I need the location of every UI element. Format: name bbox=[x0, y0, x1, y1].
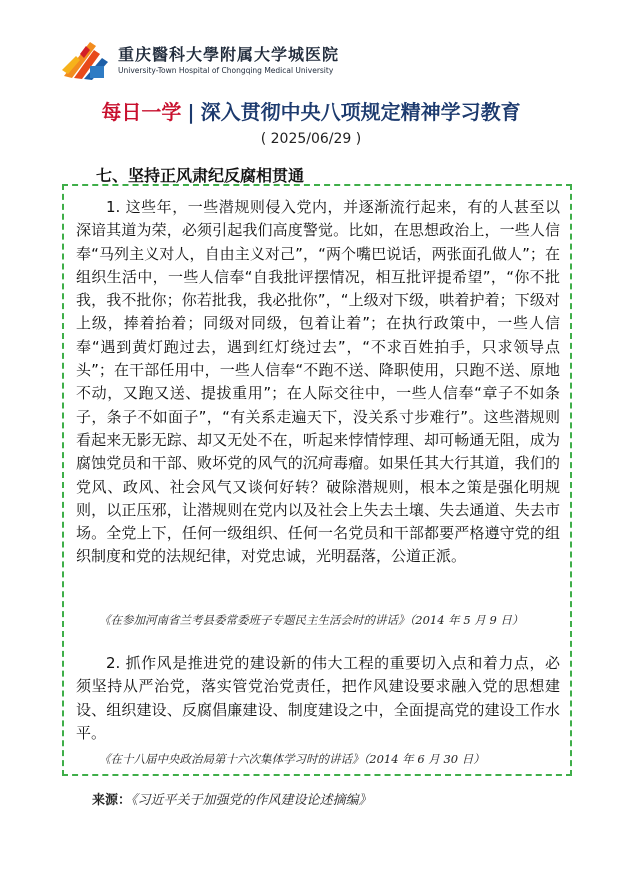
section-title: 七、坚持正风肃纪反腐相贯通 bbox=[96, 166, 305, 185]
header bbox=[0, 0, 622, 95]
title-separator: | bbox=[187, 100, 195, 124]
content-box bbox=[62, 184, 572, 776]
hospital-name-en: University-Town Hospital of Chongqing Medical University bbox=[118, 66, 334, 75]
hospital-logo bbox=[60, 36, 110, 82]
passage-2-citation: 《在十八届中央政治局第十六次集体学习时的讲话》（2014 年 6 月 30 日） bbox=[99, 752, 485, 766]
source-label: 来源： bbox=[92, 793, 132, 808]
passage-1-citation: 《在参加河南省兰考县委常委班子专题民主生活会时的讲话》（2014 年 5 月 9 日） bbox=[99, 613, 524, 627]
passage-1-text: 1. 这些年，一些潜规则侵入党内，并逐渐流行起来，有的人甚至以深谙其道为荣，必须引起我们高度警觉。比如，在思想政治上，一些人信奉“马列主义对人，自由主义对己”，“两个嘴巴说话，两张面孔做人”；在组织生活中，一些人信奉“自我批评摆情况，相互批评提希望”，“你不批我，我不批你；你若批我，我必批你”，“上级对下级，哄着护着；下级对上级，捧着抬着；同级对同级，包着让着”；在执行政策中，一些人信奉“遇到黄灯跑过去，遇到红灯绕过去”，“不求百姓拍手，只求领导点头”；在干部任用中，一些人信奉“不跑不送、降职使用，只跑不送、原地不动，又跑又送、提拔重用”；在人际交往中，一些人信奉“章子不如条子，条子不如面子”，“有关系走遍天下，没关系寸步难行”。这些潜规则看起来无影无踪、却又无处不在，听起来悖情悖理、却可畅通无阻，成为腐蚀党员和干部、败坏党的风气的沉疴毒瘤。如果任其大行其道，我们的党风、政风、社会风气又谈何好转？破除潜规则，根本之策是强化明规则，以正压邪，让潜规则在党内以及社会上失去土壤、失去通道、失去市场。全党上下，任何一级组织、任何一名党员和干部都要严格遵守党的组织制度和党的法规纪律，对党忠诚，光明磊落，公道正派。 bbox=[76, 198, 560, 566]
title-main: 深入贯彻中央八项规定精神学习教育 bbox=[200, 100, 521, 124]
hospital-name-cn: 重庆醫科大學附属大学城医院 bbox=[118, 45, 340, 64]
source-text: 《习近平关于加强党的作风建设论述摘编》 bbox=[131, 793, 372, 808]
page-title bbox=[0, 96, 622, 125]
passage-2-text: 2. 抓作风是推进党的建设新的伟大工程的重要切入点和着力点，必须坚持从严治党，落实管党治党责任，把作风建设要求融入党的思想建设、组织建设、反腐倡廉建设、制度建设之中，全面提高党的建设工作水平。 bbox=[76, 654, 560, 742]
date: ( 2025/06/29 ) bbox=[260, 131, 362, 147]
source-line bbox=[92, 789, 372, 808]
title-prefix: 每日一学 bbox=[101, 100, 182, 124]
